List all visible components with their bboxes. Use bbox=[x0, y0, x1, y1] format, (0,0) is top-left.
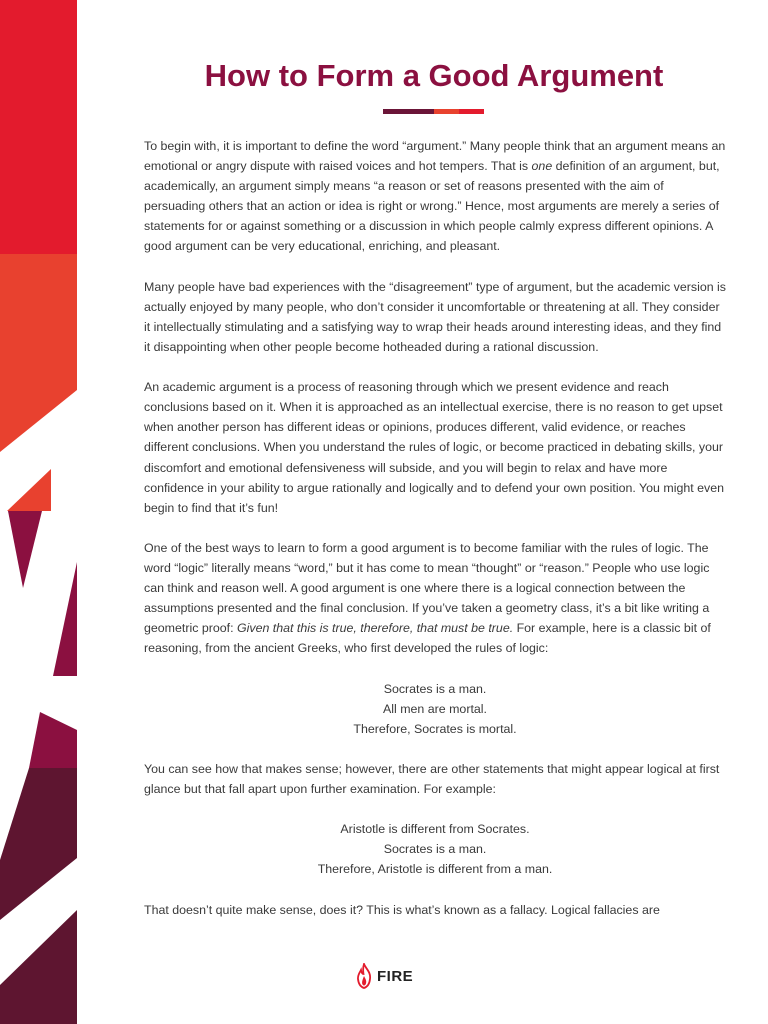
paragraph-1 bbox=[144, 136, 726, 257]
paragraph-5: You can see how that makes sense; however, there are other statements that might appear logical at first glance but that fall apart upon further examination. For example: bbox=[144, 761, 720, 796]
deco-orange-block bbox=[0, 254, 77, 452]
paragraph-3: An academic argument is a process of reasoning through which we present evidence and reach conclusions based on it. When it is approached as an intellectual exercise, there is no reason to get upset when another person has different ideas or opinions, produces different, valid evidence, or reaches different conclusions. When you understand the rules of logic, or become practiced in debating skills, your discomfort and emotional defensiveness will subside, and you will begin to relax and have more confidence in your ability to argue rationally and logically and to defend your own position. You might even begin to find that it’s fun! bbox=[144, 380, 724, 515]
rule-segment-red bbox=[459, 109, 484, 114]
syllogism-1 bbox=[144, 679, 726, 739]
page-title: How to Form a Good Argument bbox=[204, 58, 664, 93]
rule-segment-maroon bbox=[383, 109, 434, 114]
paragraph-6: That doesn’t quite make sense, does it? This is what’s known as a fallacy. Logical fallacies are bbox=[144, 902, 660, 917]
syllogism-1-line: Socrates is a man. bbox=[383, 681, 487, 696]
deco-maroon-sliver bbox=[53, 562, 77, 676]
paragraph-1-text-b: definition of an argument, but, academically, an argument simply means “a reason or set of reasons presented with the aim of persuading others that an action or idea is right or wrong.” Hence, most arguments are merely a series of statements for or against something or a discussion in which people calmly express different opinions. A good argument can be very educational, enriching, and pleasant. bbox=[144, 159, 720, 254]
logo-wordmark: FIRE bbox=[377, 967, 414, 985]
deco-red-block bbox=[0, 0, 77, 254]
syllogism-2-line: Socrates is a man. bbox=[383, 842, 487, 857]
article-body bbox=[144, 136, 726, 940]
paragraph-4-text-b: For example, here is a classic bit of reasoning, from the ancient Greeks, who first developed the rules of logic: bbox=[144, 621, 711, 656]
paragraph-4-text-a: One of the best ways to learn to form a good argument is to become familiar with the rules of logic. The word “logic” literally means “word,” but it has come to mean “thought” or “reason.” People who use logic can think and reason well. A good argument is one where there is a logical connection between the assumptions presented and the final conclusion. If you’ve taken a geometry class, it’s a bit like writing a geometric proof: bbox=[144, 540, 710, 636]
decorative-side-band bbox=[0, 0, 80, 1024]
paragraph-4-emphasis: Given that this is true, therefore, that must be true. bbox=[236, 621, 514, 636]
flame-icon bbox=[354, 963, 374, 989]
syllogism-1-line: All men are mortal. bbox=[383, 701, 487, 716]
deco-orange-triangle bbox=[7, 469, 51, 511]
syllogism-2-line: Therefore, Aristotle is different from a man. bbox=[317, 862, 553, 877]
syllogism-2 bbox=[144, 819, 726, 879]
paragraph-1-text-a: To begin with, it is important to define the word “argument.” Many people think that an argument means an emotional or angry dispute with raised voices and hot tempers. That is bbox=[144, 139, 726, 174]
deco-dark-block bbox=[0, 768, 77, 920]
paragraph-4 bbox=[144, 538, 726, 659]
paragraph-1-emphasis: one bbox=[531, 159, 553, 174]
deco-maroon-block bbox=[29, 712, 77, 768]
syllogism-2-line: Aristotle is different from Socrates. bbox=[340, 822, 530, 837]
syllogism-1-line: Therefore, Socrates is mortal. bbox=[353, 721, 517, 736]
deco-maroon-triangle-1 bbox=[8, 511, 42, 588]
fire-logo bbox=[354, 961, 413, 991]
title-underline bbox=[383, 109, 484, 114]
rule-segment-orange bbox=[434, 109, 459, 114]
deco-dark-bottom bbox=[0, 910, 77, 1024]
paragraph-2: Many people have bad experiences with the “disagreement” type of argument, but the academic version is actually enjoyed by many people, who don’t consider it uncomfortable or threatening at all. They consider it intellectually stimulating and a satisfying way to wrap their heads around interesting ideas, and they find it disappointing when other people become hotheaded during a rational discussion. bbox=[144, 279, 726, 354]
